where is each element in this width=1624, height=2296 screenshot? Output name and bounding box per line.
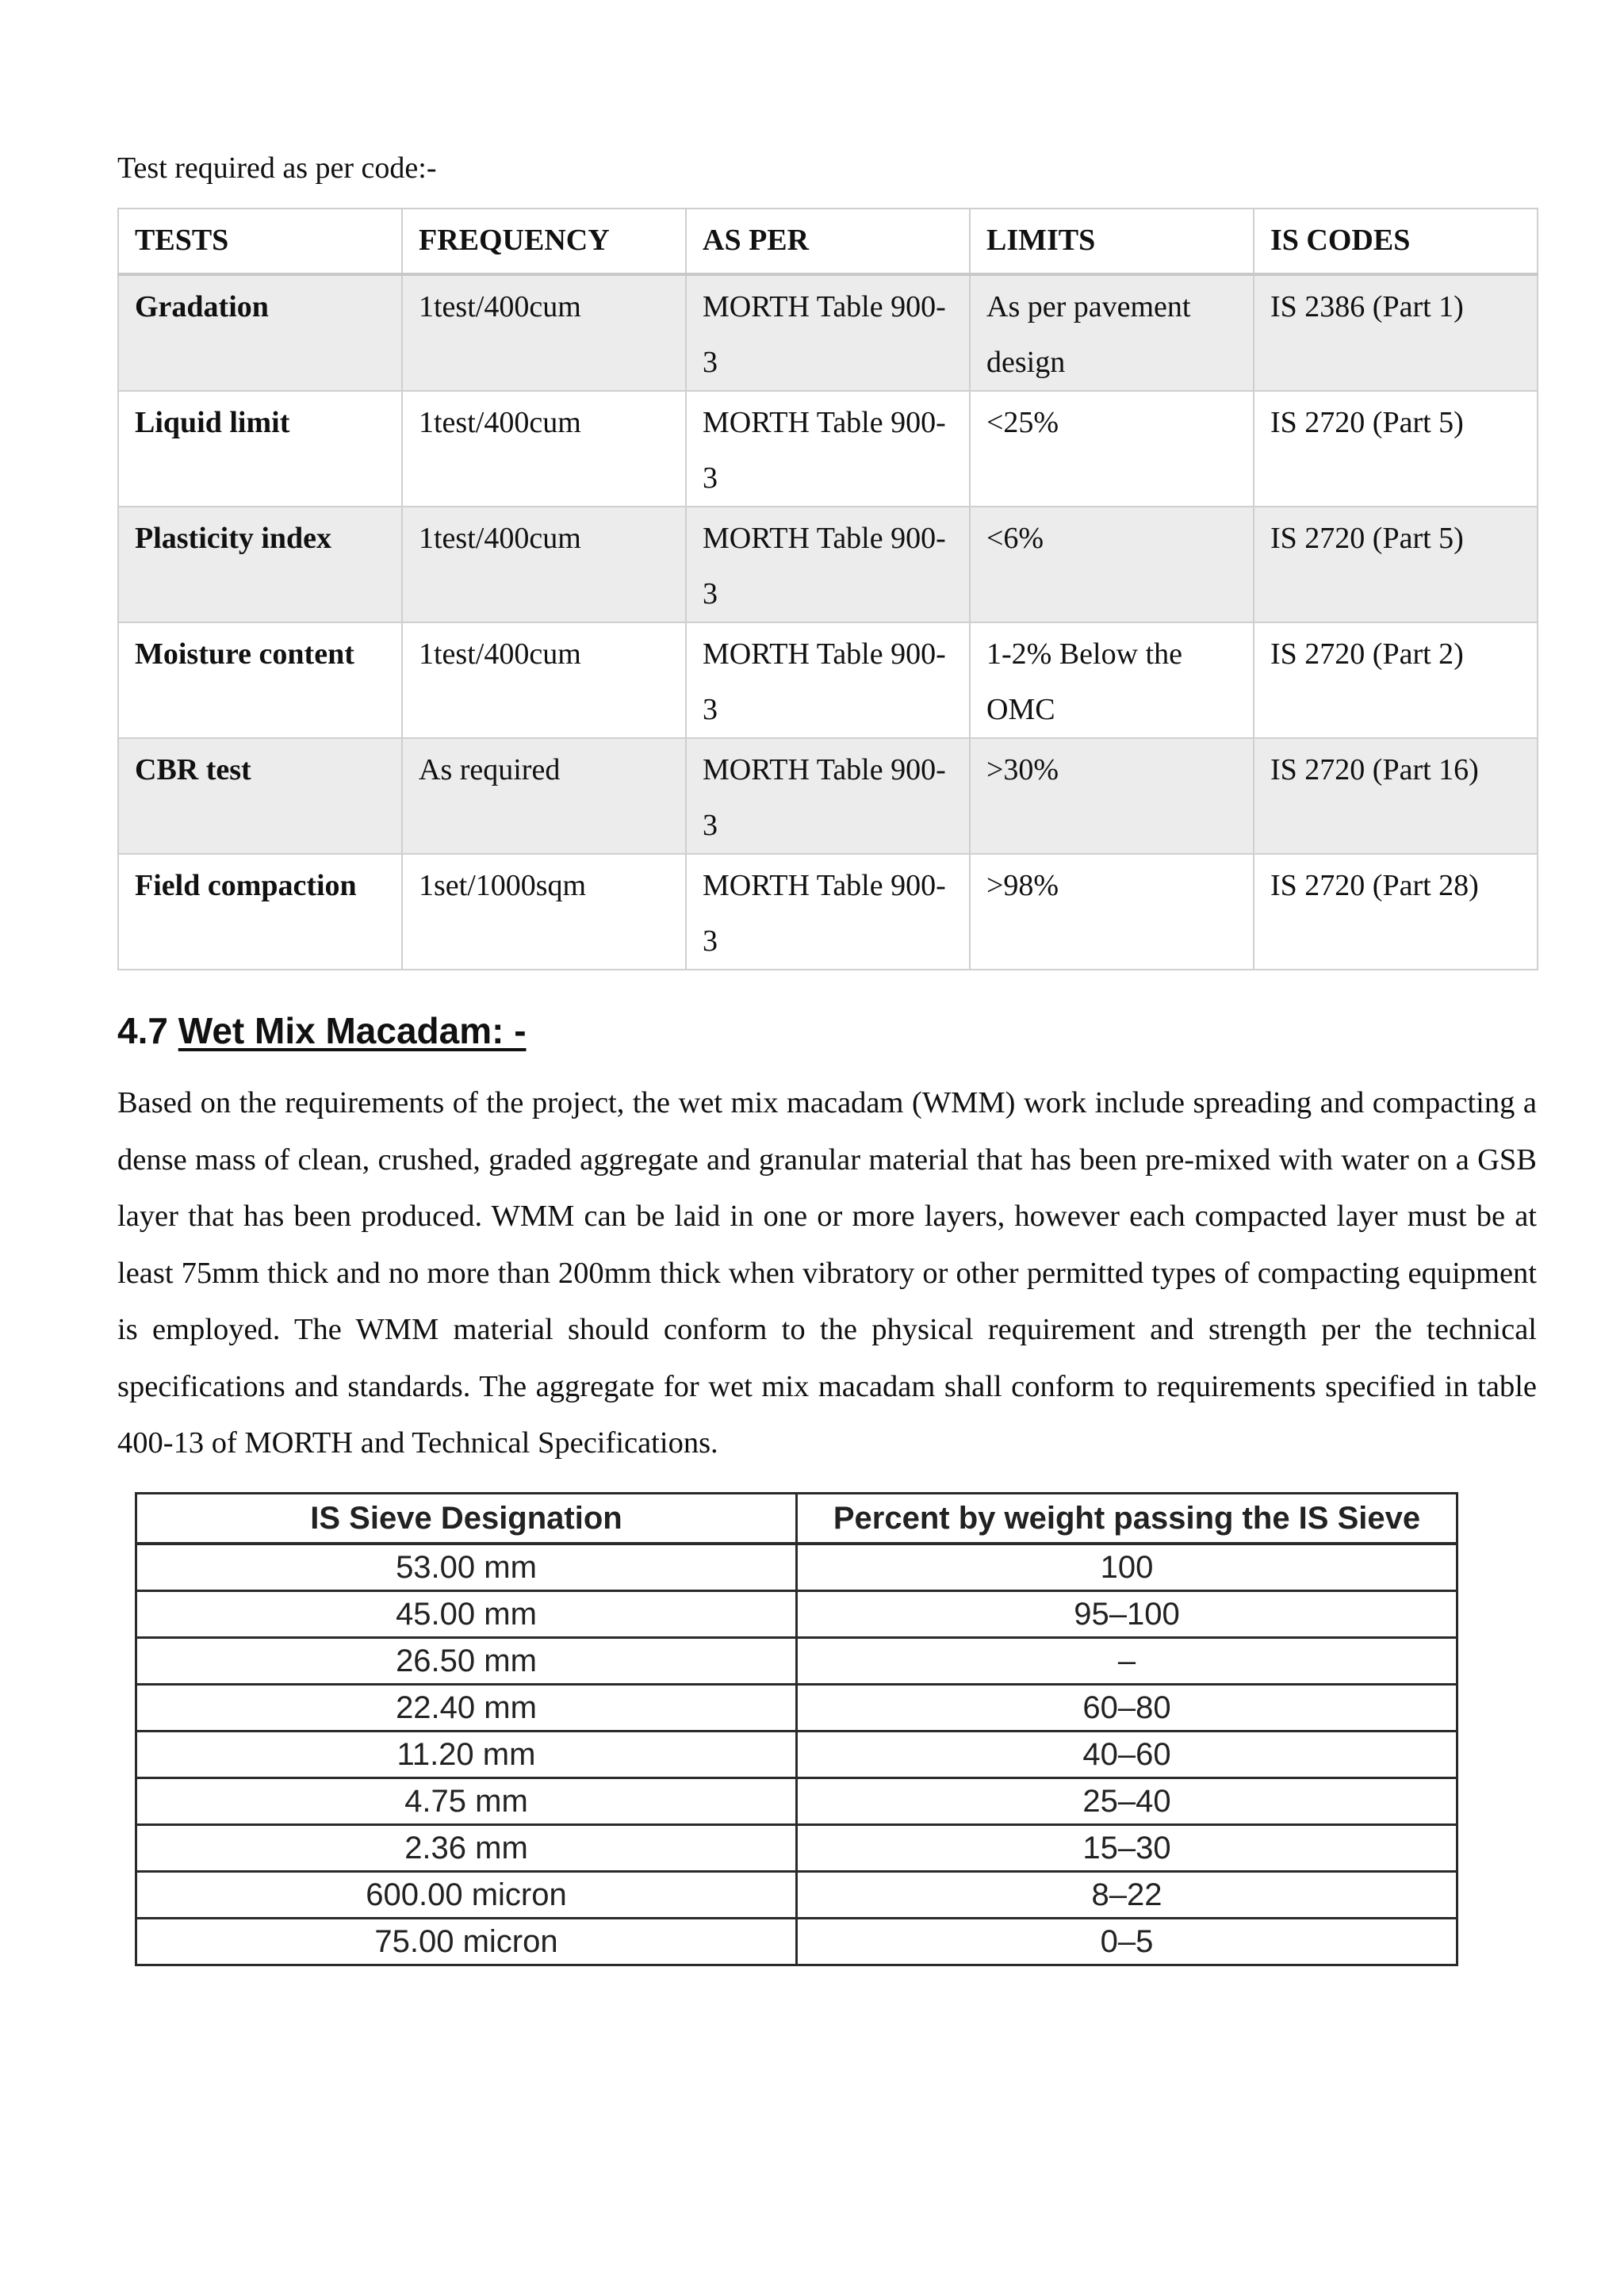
test-is-code: IS 2720 (Part 5) (1254, 391, 1538, 507)
test-limits: >98% (970, 854, 1254, 970)
table-row (118, 854, 1538, 970)
section-paragraph: Based on the requirements of the project, the wet mix macadam (WMM) work include spreading and compacting a dense mass of clean, crushed, graded aggregate and granular material that has been pre-mixed with water on a GSB layer that has been produced. WMM can be laid in one or more layers, however each compacted layer must be at least 75mm thick and no more than 200mm thick when vibratory or other permitted types of compacting equipment is employed. The WMM material should conform to the physical requirement and strength per the technical specifications and standards. The aggregate for wet mix macadam shall conform to requirements specified in table 400-13 of MORTH and Technical Specifications. (117, 1086, 1537, 1460)
test-as-per: MORTH Table 900-3 (686, 391, 970, 507)
percent-passing: 60–80 (797, 1685, 1457, 1732)
test-frequency: As required (402, 738, 686, 854)
test-as-per: MORTH Table 900-3 (686, 274, 970, 391)
sieve-table (135, 1492, 1458, 1966)
test-name: CBR test (118, 738, 402, 854)
test-name: Moisture content (118, 622, 402, 738)
sieve-size: 75.00 micron (136, 1919, 797, 1965)
table-row (118, 622, 1538, 738)
table-row (136, 1638, 1457, 1685)
percent-passing: 0–5 (797, 1919, 1457, 1965)
sieve-size: 53.00 mm (136, 1544, 797, 1591)
test-limits: <6% (970, 507, 1254, 622)
test-limits: <25% (970, 391, 1254, 507)
table-row (118, 738, 1538, 854)
test-frequency: 1test/400cum (402, 391, 686, 507)
header-tests: TESTS (118, 209, 402, 274)
test-limits: 1-2% Below the OMC (970, 622, 1254, 738)
test-as-per: MORTH Table 900-3 (686, 854, 970, 970)
table-row (136, 1872, 1457, 1919)
sieve-size: 600.00 micron (136, 1872, 797, 1919)
percent-passing: 100 (797, 1544, 1457, 1591)
test-frequency: 1test/400cum (402, 274, 686, 391)
percent-passing: – (797, 1638, 1457, 1685)
header-percent-passing: Percent by weight passing the IS Sieve (797, 1494, 1457, 1544)
header-is-codes: IS CODES (1254, 209, 1538, 274)
tests-header-row (118, 209, 1538, 274)
test-is-code: IS 2720 (Part 2) (1254, 622, 1538, 738)
sieve-size: 2.36 mm (136, 1825, 797, 1872)
intro-text: Test required as per code:- (117, 151, 437, 185)
percent-passing: 40–60 (797, 1732, 1457, 1778)
table-row (136, 1919, 1457, 1965)
table-row (118, 391, 1538, 507)
test-frequency: 1test/400cum (402, 507, 686, 622)
test-name: Plasticity index (118, 507, 402, 622)
section-heading (117, 1007, 527, 1054)
table-row (136, 1544, 1457, 1591)
test-frequency: 1test/400cum (402, 622, 686, 738)
test-is-code: IS 2720 (Part 28) (1254, 854, 1538, 970)
test-name: Liquid limit (118, 391, 402, 507)
table-row (136, 1778, 1457, 1825)
test-frequency: 1set/1000sqm (402, 854, 686, 970)
test-limits: As per pavement design (970, 274, 1254, 391)
table-row (136, 1825, 1457, 1872)
tests-table (117, 208, 1538, 970)
sieve-size: 22.40 mm (136, 1685, 797, 1732)
percent-passing: 8–22 (797, 1872, 1457, 1919)
table-row (136, 1591, 1457, 1638)
test-is-code: IS 2386 (Part 1) (1254, 274, 1538, 391)
sieve-header-row (136, 1494, 1457, 1544)
sieve-size: 11.20 mm (136, 1732, 797, 1778)
sieve-size: 4.75 mm (136, 1778, 797, 1825)
sieve-size: 45.00 mm (136, 1591, 797, 1638)
table-row (136, 1685, 1457, 1732)
percent-passing: 15–30 (797, 1825, 1457, 1872)
table-row (118, 274, 1538, 391)
header-frequency: FREQUENCY (402, 209, 686, 274)
test-as-per: MORTH Table 900-3 (686, 622, 970, 738)
test-name: Gradation (118, 274, 402, 391)
table-row (136, 1732, 1457, 1778)
test-name: Field compaction (118, 854, 402, 970)
test-is-code: IS 2720 (Part 5) (1254, 507, 1538, 622)
table-row (118, 507, 1538, 622)
header-sieve-designation: IS Sieve Designation (136, 1494, 797, 1544)
percent-passing: 25–40 (797, 1778, 1457, 1825)
sieve-size: 26.50 mm (136, 1638, 797, 1685)
section-title: Wet Mix Macadam: - (178, 1010, 527, 1051)
percent-passing: 95–100 (797, 1591, 1457, 1638)
test-is-code: IS 2720 (Part 16) (1254, 738, 1538, 854)
test-limits: >30% (970, 738, 1254, 854)
test-as-per: MORTH Table 900-3 (686, 738, 970, 854)
test-as-per: MORTH Table 900-3 (686, 507, 970, 622)
header-limits: LIMITS (970, 209, 1254, 274)
header-as-per: AS PER (686, 209, 970, 274)
section-number: 4.7 (117, 1010, 168, 1051)
